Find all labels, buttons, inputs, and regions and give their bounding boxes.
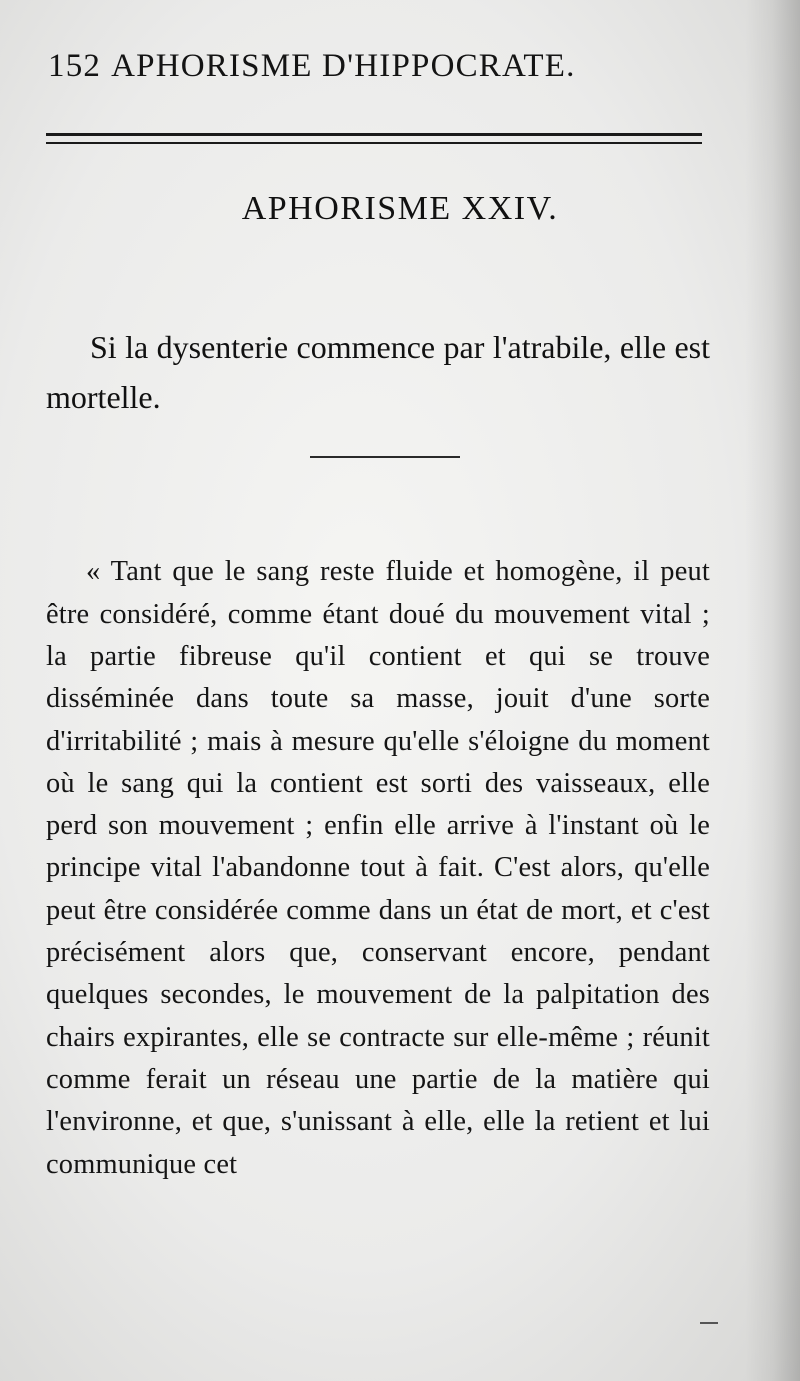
page-number: 152 (48, 48, 102, 84)
aphorism-text: Si la dysenterie commence par l'atrabile, elle est mortelle. (46, 329, 710, 415)
header-rule-thick (46, 133, 702, 136)
header-double-rule (46, 133, 702, 147)
running-head (48, 48, 576, 85)
page-corner-mark (700, 1322, 718, 1324)
section-divider (310, 456, 460, 458)
header-rule-thin (46, 142, 702, 144)
aphorism-title: APHORISME XXIV. (241, 190, 559, 227)
running-title: APHORISME D'HIPPOCRATE. (111, 48, 576, 84)
commentary-paragraph: « Tant que le sang reste fluide et homogène, il peut être considéré, comme étant doué du mouvement vital ; la partie fibreuse qu'il contient et qui se trouve disséminée dans toute sa masse, jouit d'une sorte d'irritabilité ; mais à mesure qu'elle s'éloigne du moment où le sang qui la contient est sorti des vaisseaux, elle perd son mouvement ; enfin elle arrive à l'instant où le principe vital l'abandonne tout à fait. C'est alors, qu'elle peut être considérée comme dans un état de mort, et c'est précisément alors que, conservant encore, pendant quelques secondes, le mouvement de la palpitation des chairs expirantes, elle se contracte sur elle-même ; réunit comme ferait un réseau une partie de la matière qui l'environne, et que, s'unissant à elle, elle la retient et lui communique cet (46, 556, 710, 1180)
